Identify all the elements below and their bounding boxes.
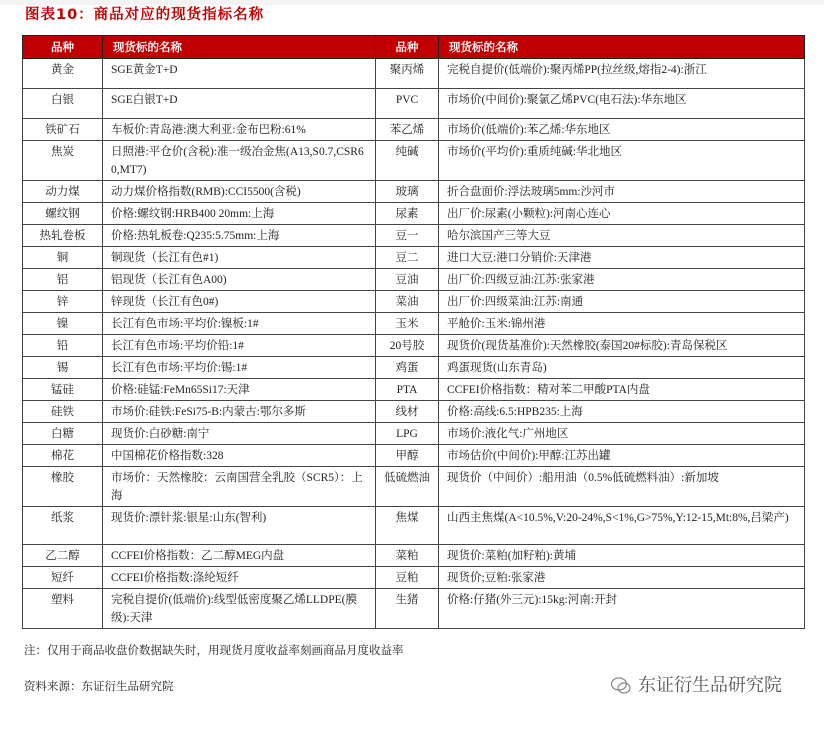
variety-cell: 热轧卷板 [23, 225, 103, 247]
spot-name-cell: 铜现货（长江有色#1) [103, 247, 376, 269]
variety-cell: 棉花 [23, 445, 103, 467]
table-row [23, 313, 805, 335]
variety-cell: 聚丙烯 [376, 59, 439, 89]
table-row [23, 335, 805, 357]
table-row [23, 247, 805, 269]
variety-cell: 纯碱 [376, 141, 439, 181]
variety-cell: 菜粕 [376, 545, 439, 567]
variety-cell: 动力煤 [23, 181, 103, 203]
variety-cell: 白银 [23, 89, 103, 119]
spot-name-cell: 现货价:漂针浆:银星:山东(智利) [103, 507, 376, 545]
variety-cell: 锰硅 [23, 379, 103, 401]
variety-cell: 铝 [23, 269, 103, 291]
variety-cell: 苯乙烯 [376, 119, 439, 141]
wechat-icon [610, 676, 632, 696]
spot-name-cell: 进口大豆:港口分销价:天津港 [439, 247, 805, 269]
spot-name-cell: 现货价（中间价）:船用油（0.5%低硫燃料油）:新加坡 [439, 467, 805, 507]
variety-cell: 甲醇 [376, 445, 439, 467]
table-row [23, 203, 805, 225]
table-row [23, 181, 805, 203]
variety-cell: 硅铁 [23, 401, 103, 423]
spot-name-cell: 现货价;豆粕:张家港 [439, 567, 805, 589]
spot-name-cell: 日照港:平仓价(含税):准一级冶金焦(A13,S0.7,CSR60,MT7) [103, 141, 376, 181]
variety-cell: 镍 [23, 313, 103, 335]
spot-name-cell: CCFEI价格指数：乙二醇MEG内盘 [103, 545, 376, 567]
spot-name-cell: CCFEI价格指数:涤纶短纤 [103, 567, 376, 589]
table-row [23, 357, 805, 379]
spot-name-cell: 折合盘面价:浮法玻璃5mm:沙河市 [439, 181, 805, 203]
table-row [23, 445, 805, 467]
variety-cell: 锌 [23, 291, 103, 313]
spot-name-cell: 市场价：天然橡胶：云南国营全乳胶（SCR5）：上海 [103, 467, 376, 507]
variety-cell: 纸浆 [23, 507, 103, 545]
table-row [23, 269, 805, 291]
variety-cell: 塑料 [23, 589, 103, 629]
spot-name-cell: 长江有色市场:平均价:锡:1# [103, 357, 376, 379]
table-row [23, 567, 805, 589]
table-row [23, 141, 805, 181]
table-row [23, 119, 805, 141]
table-row [23, 589, 805, 629]
variety-cell: 铜 [23, 247, 103, 269]
variety-cell: 锡 [23, 357, 103, 379]
spot-name-cell: 现货价:白砂糖:南宁 [103, 423, 376, 445]
variety-cell: 尿素 [376, 203, 439, 225]
header-spot-name-1: 现货标的名称 [103, 36, 376, 59]
spot-index-table [22, 35, 805, 629]
spot-name-cell: 鸡蛋现货(山东青岛) [439, 357, 805, 379]
variety-cell: 短纤 [23, 567, 103, 589]
variety-cell: 铅 [23, 335, 103, 357]
header-variety-1: 品种 [23, 36, 103, 59]
spot-name-cell: 完税自提价(低端价):聚丙烯PP(拉丝级,熔指2-4):浙江 [439, 59, 805, 89]
spot-name-cell: 市场价(平均价):重质纯碱:华北地区 [439, 141, 805, 181]
spot-name-cell: 出厂价:尿素(小颗粒):河南心连心 [439, 203, 805, 225]
spot-name-cell: 现货价(现货基准价):天然橡胶(泰国20#标胶):青岛保税区 [439, 335, 805, 357]
table-row [23, 545, 805, 567]
spot-name-cell: 市场价(低端价):苯乙烯:华东地区 [439, 119, 805, 141]
variety-cell: 鸡蛋 [376, 357, 439, 379]
variety-cell: 低硫燃油 [376, 467, 439, 507]
spot-name-cell: 市场价(中间价):聚氯乙烯PVC(电石法):华东地区 [439, 89, 805, 119]
variety-cell: PTA [376, 379, 439, 401]
spot-name-cell: 价格:螺纹钢:HRB400 20mm:上海 [103, 203, 376, 225]
spot-name-cell: 现货价:菜粕(加籽粕):黄埔 [439, 545, 805, 567]
variety-cell: 菜油 [376, 291, 439, 313]
spot-name-cell: SGE白银T+D [103, 89, 376, 119]
spot-name-cell: 市场估价(中间价):甲醇:江苏出罐 [439, 445, 805, 467]
table-row [23, 507, 805, 545]
variety-cell: 豆粕 [376, 567, 439, 589]
table-row [23, 379, 805, 401]
spot-name-cell: 长江有色市场:平均价:镍板:1# [103, 313, 376, 335]
variety-cell: 玉米 [376, 313, 439, 335]
spot-name-cell: 动力煤价格指数(RMB):CCI5500(含税) [103, 181, 376, 203]
variety-cell: 20号胶 [376, 335, 439, 357]
variety-cell: 焦煤 [376, 507, 439, 545]
spot-name-cell: 完税自提价(低端价):线型低密度聚乙烯LLDPE(膜级):天津 [103, 589, 376, 629]
variety-cell: 乙二醇 [23, 545, 103, 567]
figure-title: 图表10：商品对应的现货指标名称 [25, 7, 265, 23]
spot-name-cell: 平舱价:玉米:锦州港 [439, 313, 805, 335]
spot-name-cell: 锌现货（长江有色0#) [103, 291, 376, 313]
header-variety-2: 品种 [376, 36, 439, 59]
bottom-bar [24, 675, 824, 699]
spot-name-cell: 市场价:液化气:广州地区 [439, 423, 805, 445]
variety-cell: 生猪 [376, 589, 439, 629]
variety-cell: 黄金 [23, 59, 103, 89]
spot-name-cell: 铝现货（长江有色A00) [103, 269, 376, 291]
variety-cell: 焦炭 [23, 141, 103, 181]
table-row [23, 467, 805, 507]
table-header-row [23, 36, 805, 59]
spot-name-cell: 出厂价:四级豆油:江苏:张家港 [439, 269, 805, 291]
variety-cell: 白糖 [23, 423, 103, 445]
variety-cell: 豆一 [376, 225, 439, 247]
spot-name-cell: 价格:仔猪(外三元):15kg:河南:开封 [439, 589, 805, 629]
spot-name-cell: 市场价:硅铁:FeSi75-B:内蒙古:鄂尔多斯 [103, 401, 376, 423]
variety-cell: PVC [376, 89, 439, 119]
variety-cell: 线材 [376, 401, 439, 423]
watermark [610, 675, 782, 697]
variety-cell: 豆二 [376, 247, 439, 269]
spot-name-cell: 价格:硅锰:FeMn65Si17:天津 [103, 379, 376, 401]
table-row [23, 401, 805, 423]
spot-name-cell: 山西主焦煤(A<10.5%,V:20-24%,S<1%,G>75%,Y:12-15,Mt:8%,吕梁产) [439, 507, 805, 545]
table-row [23, 89, 805, 119]
table-row [23, 291, 805, 313]
variety-cell: 螺纹钢 [23, 203, 103, 225]
header-spot-name-2: 现货标的名称 [439, 36, 805, 59]
variety-cell: 橡胶 [23, 467, 103, 507]
variety-cell: 玻璃 [376, 181, 439, 203]
watermark-text: 东证衍生品研究院 [638, 675, 782, 696]
table-row [23, 59, 805, 89]
spot-name-cell: 价格:高线:6.5:HPB235:上海 [439, 401, 805, 423]
spot-name-cell: 中国棉花价格指数:328 [103, 445, 376, 467]
spot-name-cell: CCFEI价格指数：精对苯二甲酸PTA内盘 [439, 379, 805, 401]
spot-name-cell: 出厂价:四级菜油:江苏:南通 [439, 291, 805, 313]
spot-name-cell: SGE黄金T+D [103, 59, 376, 89]
spot-name-cell: 车板价:青岛港:澳大利亚:金布巴粉:61% [103, 119, 376, 141]
variety-cell: 豆油 [376, 269, 439, 291]
spot-name-cell: 长江有色市场:平均价铅:1# [103, 335, 376, 357]
variety-cell: LPG [376, 423, 439, 445]
source-note: 资料来源：东证衍生品研究院 [24, 681, 174, 693]
table-row [23, 225, 805, 247]
table-row [23, 423, 805, 445]
spot-name-cell: 价格:热轧板卷:Q235:5.75mm:上海 [103, 225, 376, 247]
spot-name-cell: 哈尔滨国产三等大豆 [439, 225, 805, 247]
footnote: 注：仅用于商品收盘价数据缺失时，用现货月度收益率刻画商品月度收益率 [24, 645, 404, 657]
variety-cell: 铁矿石 [23, 119, 103, 141]
